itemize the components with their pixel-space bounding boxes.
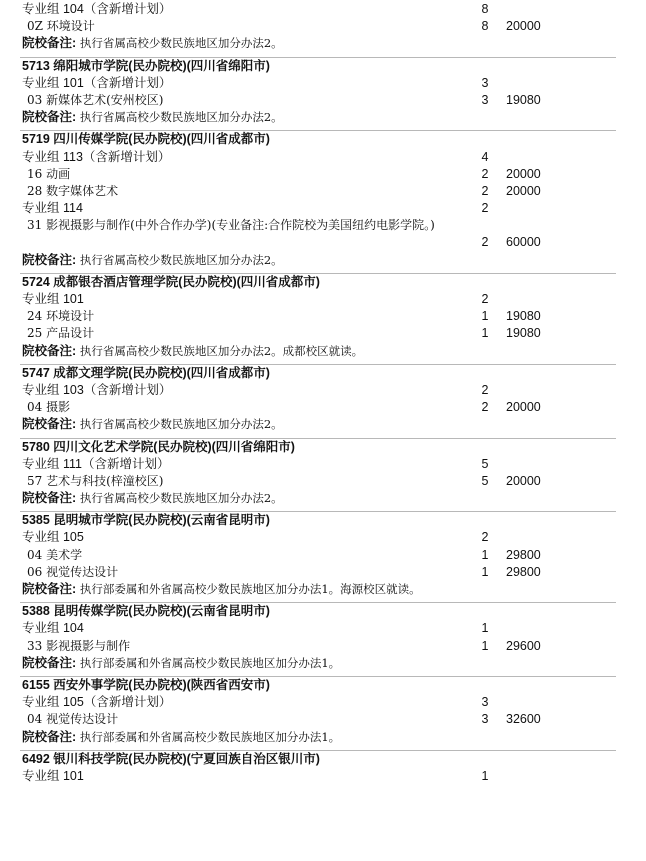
school-header (0, 274, 646, 291)
major-count: 2 (481, 166, 489, 181)
school-note (0, 343, 646, 360)
major-tuition: 20000 (506, 183, 541, 198)
school-note (0, 581, 646, 598)
major-group-row (0, 382, 646, 399)
major-group-row (0, 291, 646, 308)
school-note-text (22, 581, 421, 598)
major-name: 03 新媒体艺术(安州校区) (27, 92, 164, 107)
major-group-count: 8 (481, 2, 489, 16)
major-group-label: 专业组 105 (22, 530, 84, 545)
school-note (0, 655, 646, 672)
school-header (0, 603, 646, 620)
major-count: 2 (481, 235, 489, 250)
school-section (0, 53, 646, 127)
note-label: 院校备注: (22, 343, 77, 358)
school-note (0, 109, 646, 126)
major-row (0, 473, 646, 490)
major-group-row (0, 768, 646, 785)
major-row (0, 166, 646, 183)
school-note-text (22, 35, 283, 52)
major-group-count: 2 (481, 382, 489, 397)
major-name: 24 环境设计 (27, 309, 95, 324)
major-name: 16 动画 (27, 166, 71, 181)
major-group-row (0, 200, 646, 217)
major-group-count: 1 (481, 621, 489, 636)
note-label: 院校备注: (22, 417, 77, 432)
major-group-label: 专业组 114 (22, 201, 83, 216)
major-name: 33 影视摄影与制作 (27, 638, 131, 653)
note-content: 执行省属高校少数民族地区加分办法2。 (76, 36, 283, 51)
major-name: 28 数字媒体艺术 (27, 183, 119, 198)
major-tuition: 19080 (506, 326, 541, 341)
major-group-count: 2 (481, 530, 489, 545)
major-group-label: 专业组 104 (22, 621, 84, 636)
school-section (0, 434, 646, 508)
note-label: 院校备注: (22, 36, 77, 51)
school-note-text (22, 729, 340, 746)
major-group-count: 2 (481, 201, 489, 216)
major-group-label: 专业组 103（含新增计划） (22, 382, 172, 397)
major-row (0, 183, 646, 200)
note-content: 执行省属高校少数民族地区加分办法2。 (76, 491, 283, 506)
major-name: 04 视觉传达设计 (27, 712, 119, 727)
major-count: 2 (481, 400, 489, 415)
school-note (0, 252, 646, 269)
school-header (0, 439, 646, 456)
major-tuition: 19080 (506, 92, 541, 107)
major-group-row (0, 694, 646, 711)
note-content: 执行部委属和外省属高校少数民族地区加分办法1。 (76, 655, 341, 670)
school-name: 6492 银川科技学院(民办院校)(宁夏回族自治区银川市) (22, 751, 320, 766)
school-section (0, 672, 646, 746)
major-group-label: 专业组 104（含新增计划） (22, 2, 172, 16)
school-section (0, 126, 646, 269)
major-row (0, 92, 646, 109)
major-group-count: 3 (481, 695, 489, 710)
note-label: 院校备注: (22, 252, 77, 267)
school-note-text (22, 655, 340, 672)
major-group-row (0, 75, 646, 92)
major-group-count: 5 (481, 456, 489, 471)
major-tuition: 20000 (506, 473, 541, 488)
major-row (0, 308, 646, 325)
school-note-text (22, 343, 363, 360)
school-name: 5713 绵阳城市学院(民办院校)(四川省绵阳市) (22, 58, 270, 73)
major-row (0, 18, 646, 35)
school-note (0, 490, 646, 507)
major-group-row (0, 529, 646, 546)
major-tuition: 32600 (506, 712, 541, 727)
major-group-label: 专业组 111（含新增计划） (22, 456, 170, 471)
major-tuition: 20000 (506, 19, 541, 34)
school-header (0, 751, 646, 768)
school-note (0, 35, 646, 52)
major-count: 8 (481, 19, 489, 34)
major-count: 1 (481, 326, 489, 341)
major-row (0, 564, 646, 581)
major-group-label: 专业组 105（含新增计划） (22, 695, 172, 710)
school-name: 5780 四川文化艺术学院(民办院校)(四川省绵阳市) (22, 439, 295, 454)
school-section (0, 1, 646, 53)
school-note (0, 729, 646, 746)
major-row (0, 325, 646, 342)
school-name: 6155 西安外事学院(民办院校)(陕西省西安市) (22, 677, 270, 692)
school-note-text (22, 490, 283, 507)
major-group-row (0, 1, 646, 18)
major-group-count: 4 (481, 149, 489, 164)
school-section (0, 746, 646, 785)
major-count: 3 (481, 92, 489, 107)
major-count: 1 (481, 564, 489, 579)
major-group-label: 专业组 113（含新增计划） (22, 149, 171, 164)
school-name: 5724 成都银杏酒店管理学院(民办院校)(四川省成都市) (22, 274, 320, 289)
major-name: 0Z 环境设计 (27, 19, 95, 34)
school-section (0, 598, 646, 672)
note-label: 院校备注: (22, 655, 77, 670)
major-count: 2 (481, 183, 489, 198)
note-content: 执行省属高校少数民族地区加分办法2。 (76, 110, 283, 125)
major-name: 25 产品设计 (27, 326, 95, 341)
note-label: 院校备注: (22, 582, 77, 597)
major-name: 57 艺术与科技(梓潼校区) (27, 473, 164, 488)
school-section (0, 507, 646, 598)
major-tuition: 20000 (506, 400, 541, 415)
major-group-count: 2 (481, 292, 489, 307)
school-header (0, 512, 646, 529)
major-group-count: 1 (481, 768, 489, 783)
school-name: 5747 成都文理学院(民办院校)(四川省成都市) (22, 365, 270, 380)
school-name: 5385 昆明城市学院(民办院校)(云南省昆明市) (22, 513, 270, 528)
major-tuition: 20000 (506, 166, 541, 181)
school-name: 5388 昆明传媒学院(民办院校)(云南省昆明市) (22, 604, 270, 619)
major-row (0, 217, 646, 251)
major-tuition: 29800 (506, 564, 541, 579)
note-content: 执行省属高校少数民族地区加分办法2。 (76, 252, 283, 267)
school-section (0, 360, 646, 434)
note-label: 院校备注: (22, 729, 77, 744)
major-count: 1 (481, 309, 489, 324)
major-row (0, 711, 646, 728)
note-content: 执行部委属和外省属高校少数民族地区加分办法1。 (76, 729, 341, 744)
school-header (0, 131, 646, 148)
major-tuition: 19080 (506, 309, 541, 324)
school-header (0, 58, 646, 75)
major-group-row (0, 149, 646, 166)
major-group-count: 3 (481, 75, 489, 90)
major-group-label: 专业组 101 (22, 292, 84, 307)
school-note-text (22, 416, 283, 433)
school-section (0, 269, 646, 360)
note-content: 执行部委属和外省属高校少数民族地区加分办法1。海源校区就读。 (76, 582, 421, 597)
major-group-label: 专业组 101（含新增计划） (22, 75, 172, 90)
school-name: 5719 四川传媒学院(民办院校)(四川省成都市) (22, 132, 270, 147)
major-count: 3 (481, 712, 489, 727)
school-header (0, 677, 646, 694)
major-row (0, 399, 646, 416)
major-row (0, 638, 646, 655)
major-name: 04 美术学 (27, 547, 83, 562)
major-tuition: 29800 (506, 547, 541, 562)
major-name: 06 视觉传达设计 (27, 564, 119, 579)
school-header (0, 365, 646, 382)
major-count: 1 (481, 638, 489, 653)
note-label: 院校备注: (22, 491, 77, 506)
major-group-row (0, 456, 646, 473)
school-note-text (22, 109, 283, 126)
major-group-label: 专业组 101 (22, 768, 84, 783)
major-name: 04 摄影 (27, 400, 71, 415)
note-content: 执行省属高校少数民族地区加分办法2。成都校区就读。 (76, 343, 364, 358)
major-group-row (0, 620, 646, 637)
note-content: 执行省属高校少数民族地区加分办法2。 (76, 417, 283, 432)
school-note-text (22, 252, 283, 269)
major-tuition: 29600 (506, 638, 541, 653)
note-label: 院校备注: (22, 110, 77, 125)
major-count: 1 (481, 547, 489, 562)
school-note (0, 416, 646, 433)
major-count: 5 (481, 473, 489, 488)
major-name: 31 影视摄影与制作(中外合作办学)(专业备注:合作院校为美国纽约电影学院。) (27, 218, 435, 233)
major-row (0, 547, 646, 564)
major-tuition: 60000 (506, 235, 541, 250)
